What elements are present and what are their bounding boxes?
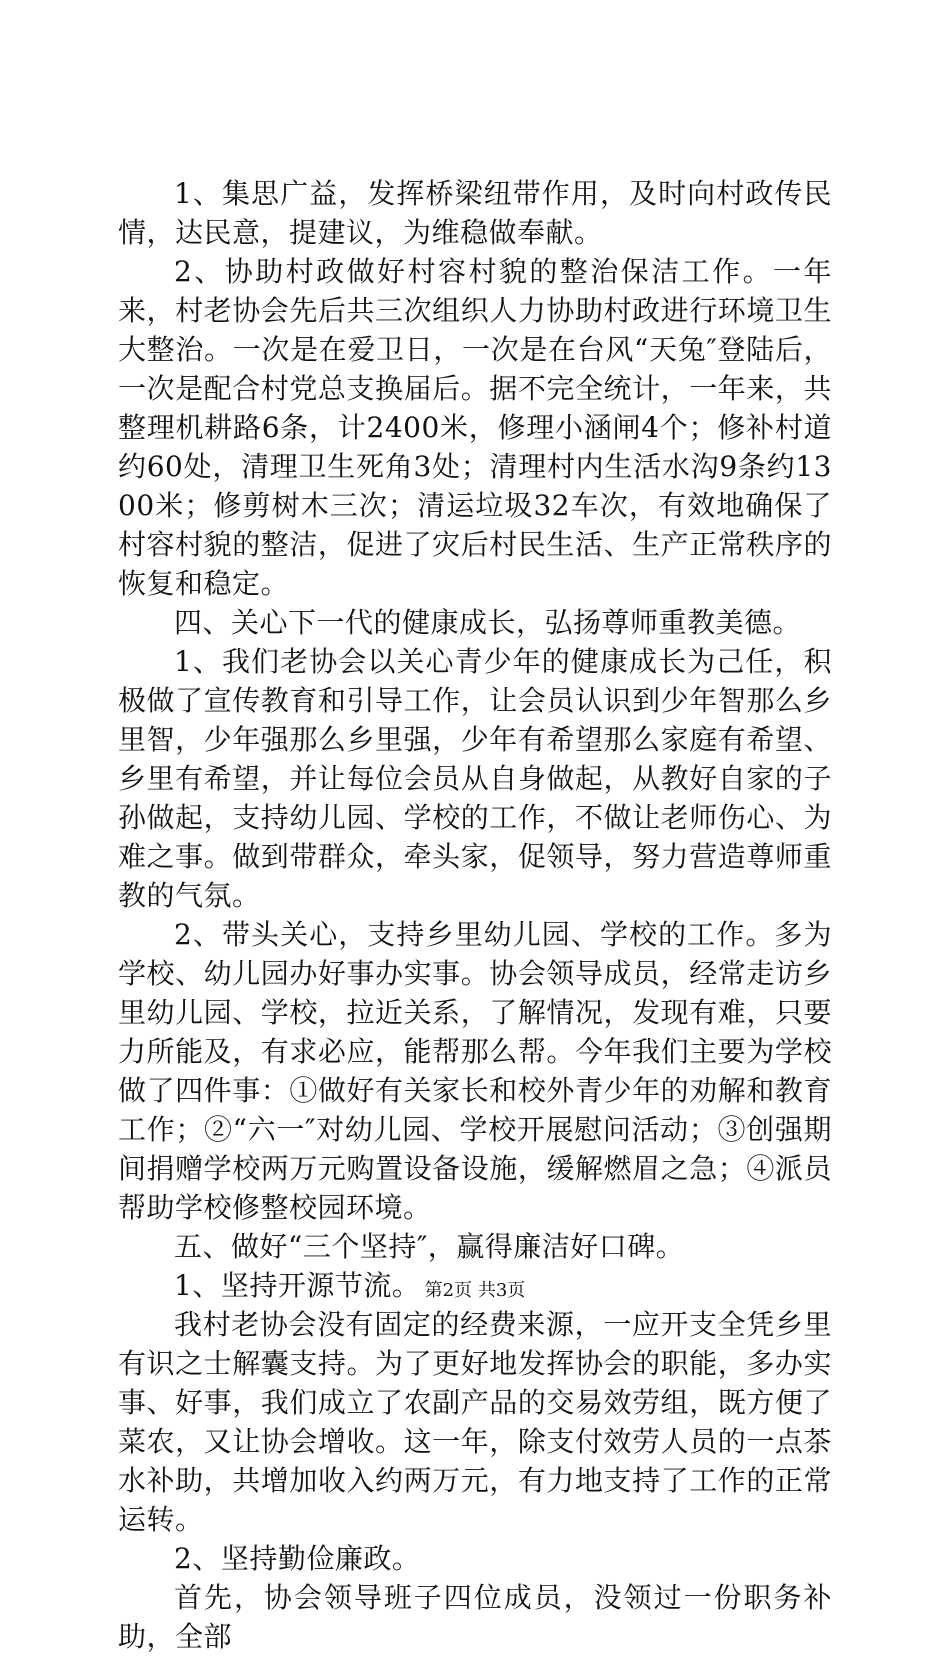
paragraph-2: 2、协助村政做好村容村貌的整治保洁工作。一年来，村老协会先后共三次组织人力协助村政进行环境卫生大整治。一次是在爱卫日，一次是在台风“天兔″登陆后，一次是配合村党总支换届后。据不完全统计，一年来，共整理机耕路6条，计2400米，修理小涵闸4个；修补村道约60处，清理卫生死角3处；清理村内生活水沟9条约1300米；修剪树木三次；清运垃圾32车次，有效地确保了村容村貌的整洁，促进了灾后村民生活、生产正常秩序的恢复和稳定。 (118, 255, 832, 600)
paragraph-3: 1、我们老协会以关心青少年的健康成长为己任，积极做了宣传教育和引导工作，让会员认识到少年智那么乡里智，少年强那么乡里强，少年有希望那么家庭有希望、乡里有希望，并让每位会员从自身做起，从教好自家的子孙做起，支持幼儿园、学校的工作，不做让老师伤心、为难之事。做到带群众，牵头家，促领导，努力营造尊师重教的气氛。 (118, 645, 832, 912)
section-heading-5: 五、做好“三个坚持″，赢得廉洁好口碑。 (174, 1230, 685, 1263)
paragraph-5: 我村老协会没有固定的经费来源，一应开支全凭乡里有识之士解囊支持。为了更好地发挥协会的职能，多办实事、好事，我们成立了农副产品的交易效劳组，既方便了菜农，又让协会增收。这一年，除支付效劳人员的一点茶水补助，共增加收入约两万元，有力地支持了工作的正常运转。 (118, 1308, 832, 1536)
subheading-2: 2、坚持勤俭廉政。 (174, 1542, 421, 1575)
subheading-1: 1、坚持开源节流。 (174, 1269, 421, 1302)
paragraph-6: 首先，协会领导班子四位成员，没领过一份职务补助，全部 (118, 1581, 832, 1653)
paragraph-1: 1、集思广益，发挥桥梁纽带作用，及时向村政传民情，达民意，提建议，为维稳做奉献。 (118, 177, 832, 249)
paragraph-4: 2、带头关心，支持乡里幼儿园、学校的工作。多为学校、幼儿园办好事办实事。协会领导成员，经常走访乡里幼儿园、学校，拉近关系，了解情况，发现有难，只要力所能及，有求必应，能帮那么帮。今年我们主要为学校做了四件事：①做好有关家长和校外青少年的劝解和教育工作；②“六一″对幼儿园、学校开展慰问活动；③创强期间捐赠学校两万元购置设备设施，缓解燃眉之急；④派员帮助学校修整校园环境。 (118, 918, 832, 1224)
document-body (118, 174, 832, 1656)
section-heading-4: 四、关心下一代的健康成长，弘扬尊师重教美德。 (174, 606, 802, 639)
page-number-footer: 第2页 共3页 (424, 1280, 526, 1301)
